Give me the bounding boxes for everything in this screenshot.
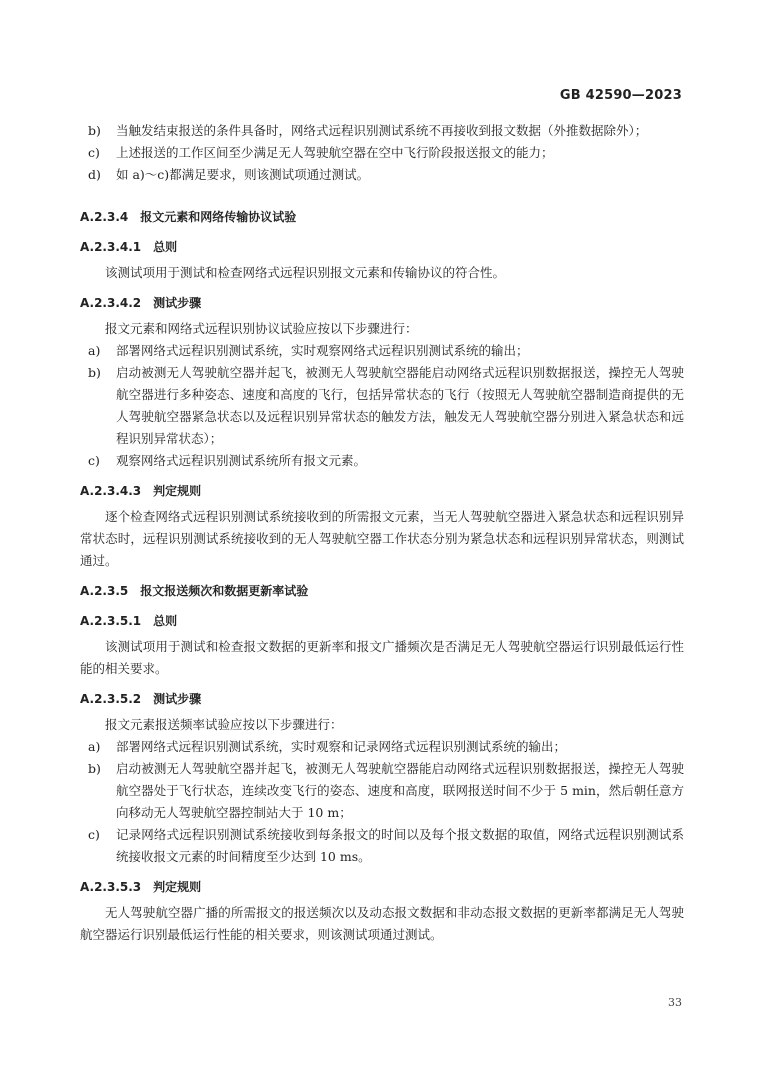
list-item xyxy=(80,120,684,142)
list-marker: d) xyxy=(88,167,101,182)
list-marker: c) xyxy=(88,827,100,842)
section-title: 总则 xyxy=(153,614,178,628)
list-item-text: 如 a)～c)都满足要求，则该测试项通过测试。 xyxy=(116,167,370,182)
section-number: A.2.3.4.2 xyxy=(80,296,142,310)
list-marker: c) xyxy=(88,453,100,468)
list-item-text: 当触发结束报送的条件具备时，网络式远程识别测试系统不再接收到报文数据（外推数据除外）； xyxy=(116,123,648,138)
standard-code: GB 42590—2023 xyxy=(559,88,682,103)
list-item xyxy=(80,824,684,868)
list-marker: b) xyxy=(88,761,101,776)
paragraph: 该测试项用于测试和检查报文数据的更新率和报文广播频次是否满足无人驾驶航空器运行识别最低运行性能的相关要求。 xyxy=(80,639,684,676)
paragraph: 该测试项用于测试和检查网络式远程识别报文元素和传输协议的符合性。 xyxy=(105,265,506,280)
section-number: A.2.3.4 xyxy=(80,210,129,224)
section-title: 测试步骤 xyxy=(153,296,202,310)
paragraph: 报文元素报送频率试验应按以下步骤进行： xyxy=(105,717,343,732)
paragraph: 无人驾驶航空器广播的所需报文的报送频次以及动态报文数据和非动态报文数据的更新率都满足无人驾驶航空器运行识别最低运行性能的相关要求，则该测试项通过测试。 xyxy=(80,905,684,942)
list-item xyxy=(80,164,684,186)
section-number: A.2.3.4.1 xyxy=(80,240,142,254)
list-item xyxy=(80,340,684,362)
subsection-heading-a2-3-4-2 xyxy=(80,292,684,314)
list-item-text: 上述报送的工作区间至少满足无人驾驶航空器在空中飞行阶段报送报文的能力； xyxy=(116,145,554,160)
subsection-heading-a2-3-5-3 xyxy=(80,876,684,898)
list-item xyxy=(80,142,684,164)
section-number: A.2.3.5.2 xyxy=(80,692,142,706)
subsection-heading-a2-3-5-2 xyxy=(80,688,684,710)
list-item-text: 记录网络式远程识别测试系统接收到每条报文的时间以及每个报文数据的取值，网络式远程识别测试系统接收报文元素的时间精度至少达到 10 ms。 xyxy=(116,827,684,864)
section-number: A.2.3.4.3 xyxy=(80,484,142,498)
list-item-text: 部署网络式远程识别测试系统，实时观察网络式远程识别测试系统的输出； xyxy=(116,343,529,358)
page-number: 33 xyxy=(668,996,682,1009)
list-marker: b) xyxy=(88,365,101,380)
section-title: 总则 xyxy=(153,240,178,254)
section-number: A.2.3.5 xyxy=(80,584,129,598)
list-item xyxy=(80,758,684,824)
paragraph: 逐个检查网络式远程识别测试系统接收到的所需报文元素，当无人驾驶航空器进入紧急状态和远程识别异常状态时，远程识别测试系统接收到的无人驾驶航空器工作状态分别为紧急状态和远程识别异常状态，则测试通过。 xyxy=(80,509,684,568)
list-marker: a) xyxy=(88,739,101,754)
list-marker: c) xyxy=(88,145,100,160)
list-item-text: 观察网络式远程识别测试系统所有报文元素。 xyxy=(116,453,367,468)
list-item xyxy=(80,450,684,472)
list-marker: b) xyxy=(88,123,101,138)
subsection-heading-a2-3-4-1 xyxy=(80,236,684,258)
section-title: 报文报送频次和数据更新率试验 xyxy=(140,584,309,598)
section-title: 判定规则 xyxy=(153,484,202,498)
page-content xyxy=(80,120,684,946)
list-marker: a) xyxy=(88,343,101,358)
subsection-heading-a2-3-4-3 xyxy=(80,480,684,502)
section-number: A.2.3.5.3 xyxy=(80,880,142,894)
section-heading-a2-3-4 xyxy=(80,206,684,228)
section-title: 报文元素和网络传输协议试验 xyxy=(140,210,297,224)
section-heading-a2-3-5 xyxy=(80,580,684,602)
section-title: 测试步骤 xyxy=(153,692,202,706)
list-item-text: 启动被测无人驾驶航空器并起飞，被测无人驾驶航空器能启动网络式远程识别数据报送，操控无人驾驶航空器处于飞行状态，连续改变飞行的姿态、速度和高度，联网报送时间不少于 5 min，然后朝任意方向移动无人驾驶航空器控制站大于 10 m； xyxy=(116,761,684,820)
list-item xyxy=(80,362,684,450)
section-number: A.2.3.5.1 xyxy=(80,614,142,628)
list-item-text: 部署网络式远程识别测试系统，实时观察和记录网络式远程识别测试系统的输出； xyxy=(116,739,567,754)
list-item xyxy=(80,736,684,758)
paragraph: 报文元素和网络式远程识别协议试验应按以下步骤进行： xyxy=(105,321,418,336)
section-title: 判定规则 xyxy=(153,880,202,894)
list-item-text: 启动被测无人驾驶航空器并起飞，被测无人驾驶航空器能启动网络式远程识别数据报送，操控无人驾驶航空器进行多种姿态、速度和高度的飞行，包括异常状态的飞行（按照无人驾驶航空器制造商提供的无人驾驶航空器紧急状态以及远程识别异常状态的触发方法，触发无人驾驶航空器分别进入紧急状态和远程识别异常状态）； xyxy=(116,365,684,446)
subsection-heading-a2-3-5-1 xyxy=(80,610,684,632)
